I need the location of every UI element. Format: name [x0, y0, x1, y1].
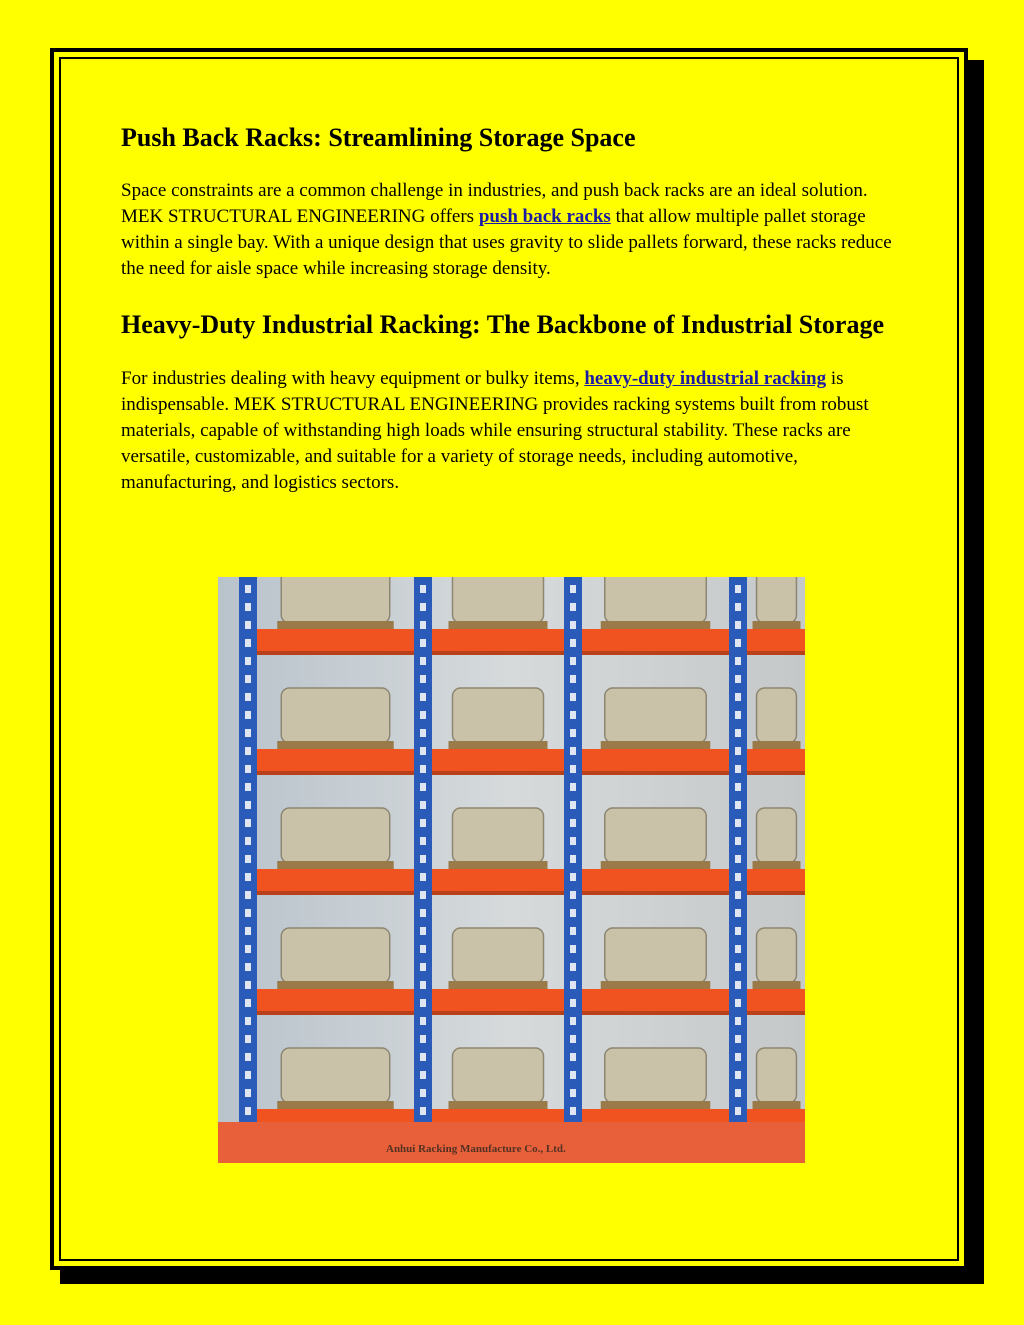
upright-hole — [570, 891, 576, 899]
upright-hole — [735, 1035, 741, 1043]
upright-hole — [735, 927, 741, 935]
upright-hole — [245, 729, 251, 737]
upright-hole — [420, 801, 426, 809]
upright-hole — [735, 891, 741, 899]
upright-hole — [245, 945, 251, 953]
upright-hole — [420, 621, 426, 629]
upright-hole — [420, 783, 426, 791]
pallet-load — [605, 1048, 707, 1103]
pallet-load — [453, 808, 544, 863]
upright-hole — [570, 747, 576, 755]
upright-hole — [420, 891, 426, 899]
upright-hole — [735, 711, 741, 719]
upright-hole — [570, 1089, 576, 1097]
upright-hole — [420, 1035, 426, 1043]
upright-hole — [735, 999, 741, 1007]
upright-hole — [245, 765, 251, 773]
pallet — [277, 981, 394, 989]
upright-hole — [420, 765, 426, 773]
pallet — [449, 861, 548, 869]
upright-hole — [570, 693, 576, 701]
upright-hole — [245, 657, 251, 665]
upright-hole — [245, 891, 251, 899]
upright-hole — [245, 639, 251, 647]
upright-hole — [245, 747, 251, 755]
upright-hole — [420, 963, 426, 971]
pallet — [753, 1101, 801, 1109]
upright-hole — [570, 819, 576, 827]
pallet — [753, 861, 801, 869]
paragraph-text: For industries dealing with heavy equipment or bulky items, — [121, 368, 585, 389]
upright-hole — [570, 1071, 576, 1079]
pallet-load — [605, 928, 707, 983]
pallet-load — [757, 808, 797, 863]
upright-hole — [570, 783, 576, 791]
pallet-load — [281, 808, 390, 863]
pallet-load — [757, 577, 797, 623]
upright-hole — [735, 981, 741, 989]
upright-hole — [570, 729, 576, 737]
photo-watermark: Anhui Racking Manufacture Co., Ltd. — [386, 1143, 566, 1155]
upright-hole — [735, 1071, 741, 1079]
upright-hole — [420, 837, 426, 845]
upright-hole — [570, 945, 576, 953]
pallet — [601, 621, 711, 629]
upright-hole — [735, 585, 741, 593]
upright-hole — [420, 855, 426, 863]
upright-hole — [570, 801, 576, 809]
upright-hole — [420, 927, 426, 935]
upright-hole — [570, 657, 576, 665]
upright-hole — [420, 1053, 426, 1061]
upright-hole — [570, 1035, 576, 1043]
pallet-load — [453, 1048, 544, 1103]
rack-beam-shadow — [240, 1011, 805, 1015]
pallet-load — [281, 688, 390, 743]
upright-hole — [420, 819, 426, 827]
upright-hole — [735, 1017, 741, 1025]
pallet-load — [605, 577, 707, 623]
upright-hole — [570, 711, 576, 719]
upright-hole — [735, 747, 741, 755]
upright-hole — [570, 765, 576, 773]
racking-photo-illustration — [218, 577, 805, 1163]
upright-hole — [570, 999, 576, 1007]
upright-hole — [245, 1089, 251, 1097]
pallet-load — [757, 928, 797, 983]
upright-hole — [570, 837, 576, 845]
upright-hole — [735, 657, 741, 665]
upright-hole — [570, 1017, 576, 1025]
section-paragraph-heavy-duty — [121, 366, 911, 496]
pallet — [449, 1101, 548, 1109]
upright-hole — [735, 603, 741, 611]
upright-hole — [420, 603, 426, 611]
upright-hole — [420, 945, 426, 953]
upright-hole — [735, 837, 741, 845]
pallet — [277, 621, 394, 629]
upright-hole — [245, 1107, 251, 1115]
rack-beam-shadow — [240, 651, 805, 655]
pallet — [753, 621, 801, 629]
upright-hole — [735, 621, 741, 629]
upright-hole — [735, 675, 741, 683]
upright-hole — [245, 981, 251, 989]
upright-hole — [735, 909, 741, 917]
upright-hole — [420, 693, 426, 701]
pallet — [449, 741, 548, 749]
pallet — [753, 981, 801, 989]
paragraph-text: Space constraints are a common challenge in industries, and push back racks are an ideal solution. MEK STRUCTURAL ENGINEERING offers — [121, 180, 868, 227]
pallet-load — [605, 808, 707, 863]
upright-hole — [570, 981, 576, 989]
upright-hole — [570, 963, 576, 971]
pallet-load — [281, 577, 390, 623]
upright-hole — [245, 909, 251, 917]
paragraph-text: is indispensable. MEK STRUCTURAL ENGINEERING provides racking systems built from robust materials, capable of withstanding high loads while ensuring structural stability. These racks are versatile, customizable, and suitable for a variety of storage needs, including automotive, manufacturing, and logistics sectors. — [121, 368, 869, 493]
upright-hole — [735, 783, 741, 791]
pallet-load — [453, 688, 544, 743]
upright-hole — [570, 675, 576, 683]
upright-hole — [570, 909, 576, 917]
upright-hole — [420, 1107, 426, 1115]
pallet — [601, 1101, 711, 1109]
pallet-load — [281, 1048, 390, 1103]
upright-hole — [735, 963, 741, 971]
upright-hole — [420, 657, 426, 665]
upright-hole — [245, 855, 251, 863]
rack-beam — [240, 629, 805, 651]
upright-hole — [735, 1089, 741, 1097]
pallet — [277, 1101, 394, 1109]
upright-hole — [245, 927, 251, 935]
upright-hole — [570, 603, 576, 611]
rack-beam — [240, 989, 805, 1011]
upright-hole — [245, 675, 251, 683]
upright-hole — [245, 621, 251, 629]
upright-hole — [245, 585, 251, 593]
upright-hole — [245, 819, 251, 827]
upright-hole — [245, 873, 251, 881]
upright-hole — [245, 1053, 251, 1061]
upright-hole — [735, 819, 741, 827]
upright-hole — [245, 603, 251, 611]
upright-hole — [420, 747, 426, 755]
upright-hole — [420, 711, 426, 719]
upright-hole — [245, 1071, 251, 1079]
upright-hole — [735, 729, 741, 737]
pallet-load — [757, 1048, 797, 1103]
section-paragraph-push-back — [121, 178, 911, 282]
upright-hole — [420, 729, 426, 737]
upright-hole — [420, 585, 426, 593]
upright-hole — [420, 1089, 426, 1097]
push-back-racks-link[interactable]: push back racks — [478, 206, 611, 227]
section-heading-push-back: Push Back Racks: Streamlining Storage Space — [121, 123, 636, 152]
upright-hole — [570, 855, 576, 863]
section-heading-heavy-duty: Heavy-Duty Industrial Racking: The Backbone of Industrial Storage — [121, 310, 884, 339]
upright-hole — [420, 873, 426, 881]
pallet — [601, 981, 711, 989]
upright-hole — [420, 909, 426, 917]
upright-hole — [570, 1053, 576, 1061]
pallet-load — [453, 577, 544, 623]
racking-photo — [218, 577, 805, 1163]
rack-beam — [240, 749, 805, 771]
upright-hole — [735, 945, 741, 953]
pallet-load — [453, 928, 544, 983]
upright-hole — [245, 999, 251, 1007]
upright-hole — [570, 873, 576, 881]
document-content — [121, 118, 911, 496]
pallet — [753, 741, 801, 749]
upright-hole — [735, 1107, 741, 1115]
pallet — [449, 981, 548, 989]
pallet — [277, 741, 394, 749]
pallet — [601, 861, 711, 869]
upright-hole — [245, 693, 251, 701]
upright-hole — [420, 981, 426, 989]
upright-hole — [735, 693, 741, 701]
upright-hole — [245, 711, 251, 719]
pallet — [449, 621, 548, 629]
upright-hole — [245, 963, 251, 971]
paragraph-text: that allow multiple pallet storage within a single bay. With a unique design that uses gravity to slide pallets forward, these racks reduce the need for aisle space while increasing storage density. — [121, 206, 892, 279]
pallet — [277, 861, 394, 869]
upright-hole — [570, 585, 576, 593]
rack-beam — [240, 869, 805, 891]
upright-hole — [735, 765, 741, 773]
upright-hole — [570, 927, 576, 935]
upright-hole — [570, 639, 576, 647]
rack-beam-shadow — [240, 771, 805, 775]
upright-hole — [735, 639, 741, 647]
upright-hole — [735, 873, 741, 881]
upright-hole — [420, 639, 426, 647]
upright-hole — [420, 999, 426, 1007]
rack-beam-shadow — [240, 891, 805, 895]
upright-hole — [245, 1017, 251, 1025]
pallet — [601, 741, 711, 749]
upright-hole — [420, 1071, 426, 1079]
pallet-load — [605, 688, 707, 743]
pallet-load — [281, 928, 390, 983]
upright-hole — [570, 1107, 576, 1115]
pallet-load — [757, 688, 797, 743]
upright-hole — [245, 801, 251, 809]
upright-hole — [420, 675, 426, 683]
upright-hole — [420, 1017, 426, 1025]
heavy-duty-racking-link[interactable]: heavy-duty industrial racking — [584, 368, 827, 389]
upright-hole — [570, 621, 576, 629]
upright-hole — [245, 1035, 251, 1043]
upright-hole — [735, 1053, 741, 1061]
upright-hole — [735, 801, 741, 809]
upright-hole — [245, 783, 251, 791]
upright-hole — [735, 855, 741, 863]
upright-hole — [245, 837, 251, 845]
